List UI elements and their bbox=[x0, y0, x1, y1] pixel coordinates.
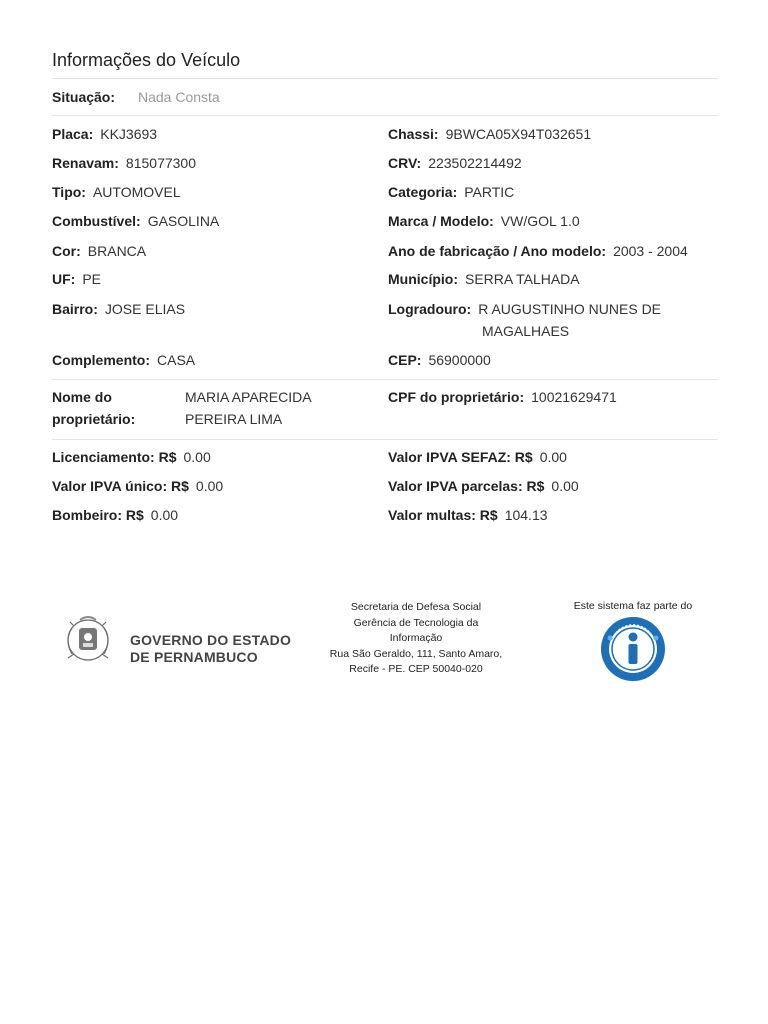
ipva-unico-field bbox=[52, 475, 223, 497]
ipva-unico-value: 0.00 bbox=[195, 478, 224, 494]
owner-name-value-line2: PEREIRA LIMA bbox=[185, 411, 283, 427]
ipva-parcelas-field bbox=[388, 475, 579, 497]
sids-info-seal-icon bbox=[598, 616, 668, 682]
cor-value: BRANCA bbox=[87, 243, 147, 259]
municipio-label: Município: bbox=[388, 271, 458, 287]
bairro-field bbox=[52, 298, 185, 320]
uf-value: PE bbox=[82, 271, 102, 287]
multas-field bbox=[388, 504, 548, 526]
cep-value: 56900000 bbox=[428, 352, 491, 368]
chassi-field bbox=[388, 123, 591, 145]
ipva-sefaz-label: Valor IPVA SEFAZ: R$ bbox=[388, 449, 533, 465]
ipva-parcelas-label: Valor IPVA parcelas: R$ bbox=[388, 478, 545, 494]
complemento-field bbox=[52, 349, 195, 371]
ipva-sefaz-value: 0.00 bbox=[539, 449, 567, 465]
tipo-label: Tipo: bbox=[52, 184, 86, 200]
multas-label: Valor multas: R$ bbox=[388, 507, 498, 523]
gov-logo-line1: GOVERNO DO ESTADO bbox=[130, 632, 292, 648]
crv-field bbox=[388, 152, 522, 174]
cor-label: Cor: bbox=[52, 243, 81, 259]
divider bbox=[52, 115, 718, 116]
logradouro-field bbox=[388, 298, 661, 320]
crv-value: 223502214492 bbox=[428, 155, 522, 171]
ipva-sefaz-field bbox=[388, 446, 567, 468]
owner-name-label-line1: Nome do bbox=[52, 389, 112, 405]
bombeiro-field bbox=[52, 504, 178, 526]
cor-field bbox=[52, 240, 146, 262]
footer-address-line: Recife - PE. CEP 50040-020 bbox=[349, 663, 483, 675]
licenciamento-value: 0.00 bbox=[183, 449, 211, 465]
placa-label: Placa: bbox=[52, 126, 94, 142]
complemento-value: CASA bbox=[157, 352, 196, 368]
renavam-label: Renavam: bbox=[52, 155, 119, 171]
combustivel-value: GASOLINA bbox=[147, 213, 220, 229]
categoria-field bbox=[388, 181, 514, 203]
footer-address-line: Informação bbox=[389, 632, 443, 644]
ano-field bbox=[388, 240, 688, 262]
licenciamento-field bbox=[52, 446, 211, 468]
cep-label: CEP: bbox=[388, 352, 422, 368]
bairro-label: Bairro: bbox=[52, 301, 98, 317]
owner-name-label bbox=[52, 386, 135, 430]
marca-modelo-field bbox=[388, 210, 580, 232]
owner-name-label-line2: proprietário: bbox=[52, 411, 136, 427]
multas-value: 104.13 bbox=[504, 507, 548, 523]
cpf-label: CPF do proprietário: bbox=[388, 389, 525, 405]
page-title: Informações do Veículo bbox=[52, 50, 241, 70]
divider bbox=[52, 439, 718, 440]
chassi-label: Chassi: bbox=[388, 126, 439, 142]
ipva-parcelas-value: 0.00 bbox=[551, 478, 579, 494]
municipio-field bbox=[388, 268, 580, 290]
municipio-value: SERRA TALHADA bbox=[465, 271, 580, 287]
tipo-value: AUTOMOVEL bbox=[92, 184, 181, 200]
footer-address-line: Rua São Geraldo, 111, Santo Amaro, bbox=[329, 647, 503, 660]
bombeiro-value: 0.00 bbox=[150, 507, 179, 523]
divider bbox=[52, 379, 718, 380]
gov-logo-text bbox=[130, 632, 291, 666]
chassi-value: 9BWCA05X94T032651 bbox=[445, 126, 592, 142]
ipva-unico-label: Valor IPVA único: R$ bbox=[52, 478, 189, 494]
logradouro-value-line2-text: MAGALHAES bbox=[482, 323, 570, 339]
cpf-field bbox=[388, 386, 617, 408]
complemento-label: Complemento: bbox=[52, 352, 150, 368]
placa-value: KKJ3693 bbox=[100, 126, 158, 142]
sids-caption: Este sistema faz parte do bbox=[573, 600, 693, 612]
footer-address-line: Secretaria de Defesa Social bbox=[350, 601, 482, 613]
logradouro-value-line2 bbox=[482, 320, 569, 342]
owner-name-value bbox=[185, 386, 312, 430]
tipo-field bbox=[52, 181, 181, 203]
cpf-value: 10021629471 bbox=[531, 389, 617, 405]
categoria-value: PARTIC bbox=[464, 184, 515, 200]
situacao-label: Situação: bbox=[52, 89, 116, 105]
marca-modelo-value: VW/GOL 1.0 bbox=[500, 213, 580, 229]
combustivel-field bbox=[52, 210, 219, 232]
bairro-value: JOSE ELIAS bbox=[104, 301, 186, 317]
uf-field bbox=[52, 268, 101, 290]
renavam-field bbox=[52, 152, 196, 174]
combustivel-label: Combustível: bbox=[52, 213, 141, 229]
ano-value: 2003 - 2004 bbox=[613, 243, 688, 259]
uf-label: UF: bbox=[52, 271, 76, 287]
logradouro-label: Logradouro: bbox=[388, 301, 472, 317]
footer-address bbox=[316, 600, 516, 678]
footer-address-line: Gerência de Tecnologia da bbox=[353, 616, 479, 629]
gov-logo-line2: DE PERNAMBUCO bbox=[130, 649, 258, 665]
renavam-value: 815077300 bbox=[125, 155, 196, 171]
logradouro-value-line1: R AUGUSTINHO NUNES DE bbox=[478, 301, 662, 317]
divider bbox=[52, 78, 718, 79]
bombeiro-label: Bombeiro: R$ bbox=[52, 507, 144, 523]
licenciamento-label: Licenciamento: R$ bbox=[52, 449, 177, 465]
categoria-label: Categoria: bbox=[388, 184, 458, 200]
owner-name-value-line1: MARIA APARECIDA bbox=[185, 389, 312, 405]
placa-field bbox=[52, 123, 157, 145]
ano-label: Ano de fabricação / Ano modelo: bbox=[388, 243, 607, 259]
marca-modelo-label: Marca / Modelo: bbox=[388, 213, 494, 229]
crv-label: CRV: bbox=[388, 155, 422, 171]
cep-field bbox=[388, 349, 491, 371]
situacao-value: Nada Consta bbox=[138, 89, 220, 105]
